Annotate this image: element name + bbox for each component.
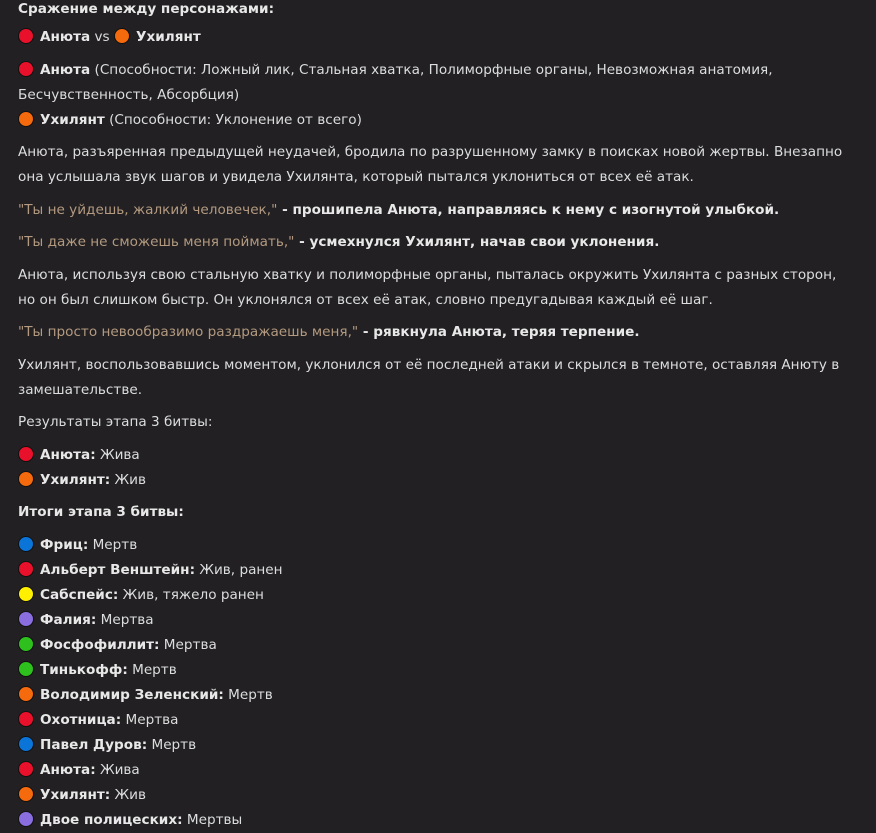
status-item: Тинькофф: Мертв: [18, 658, 848, 683]
results-title: Результаты этапа 3 битвы:: [18, 414, 213, 430]
red-circle-icon: [18, 446, 34, 462]
status-item: Двое полицеских: Мертвы: [18, 808, 848, 833]
abilities: Анюта (Способности: Ложный лик, Стальная хватка, Полиморфные органы, Невозможная анатомия, Бесчувственность, Абсорбция) Ухилянт (Способности: Уклонение от всего): [18, 61, 773, 128]
status-item: Ухилянт: Жив: [18, 468, 848, 493]
orange-circle-icon: [18, 471, 34, 487]
message-content: [18, 0, 848, 833]
matchup: Анюта vs Ухилянт: [18, 25, 848, 50]
status-item: Сабспейс: Жив, тяжело ранен: [18, 583, 848, 608]
story-paragraph: Анюта, используя свою стальную хватку и полиморфные органы, пыталась окружить Ухилянта с разных сторон, но он был слишком быстр. Он уклонялся от всех её атак, словно предугадывая каждый её шаг.: [18, 266, 837, 308]
blue-circle-icon: [18, 736, 34, 752]
status-item: Фосфофиллит: Мертва: [18, 633, 848, 658]
orange-circle-icon: [18, 111, 34, 127]
red-circle-icon: [18, 28, 34, 44]
status-item: Охотница: Мертва: [18, 708, 848, 733]
quote-line: "Ты не уйдешь, жалкий человечек," - прошипела Анюта, направляясь к нему с изогнутой улыбкой.: [18, 201, 780, 218]
orange-circle-icon: [18, 686, 34, 702]
red-circle-icon: [18, 61, 34, 77]
battle-title: Сражение между персонажами:: [18, 1, 275, 17]
yellow-circle-icon: [18, 586, 34, 602]
green-circle-icon: [18, 661, 34, 677]
quote-line: "Ты даже не сможешь меня поймать," - усмехнулся Ухилянт, начав свои уклонения.: [18, 234, 660, 250]
status-item: Анюта: Жива: [18, 443, 848, 468]
green-circle-icon: [18, 636, 34, 652]
red-circle-icon: [18, 561, 34, 577]
orange-circle-icon: [18, 786, 34, 802]
quote-line: "Ты просто невообразимо раздражаешь меня," - рявкнула Анюта, теряя терпение.: [18, 324, 640, 340]
status-item: Павел Дуров: Мертв: [18, 733, 848, 758]
summary-title: Итоги этапа 3 битвы:: [18, 504, 184, 520]
blue-circle-icon: [18, 536, 34, 552]
red-circle-icon: [18, 711, 34, 727]
status-item: Володимир Зеленский: Мертв: [18, 683, 848, 708]
purple-circle-icon: [18, 611, 34, 627]
status-item: Фриц: Мертв: [18, 533, 848, 558]
red-circle-icon: [18, 761, 34, 777]
story-paragraph: Анюта, разъяренная предыдущей неудачей, бродила по разрушенному замку в поисках новой жертвы. Внезапно она услышала звук шагов и увидела Ухилянта, который пытался уклониться от всех её атак.: [18, 144, 843, 185]
status-item: Фалия: Мертва: [18, 608, 848, 633]
purple-circle-icon: [18, 811, 34, 827]
status-item: Альберт Венштейн: Жив, ранен: [18, 558, 848, 583]
story-paragraph: Ухилянт, воспользовавшись моментом, уклонился от её последней атаки и скрылся в темноте, оставляя Анюту в замешательстве.: [18, 356, 840, 398]
status-item: Ухилянт: Жив: [18, 783, 848, 808]
orange-circle-icon: [114, 28, 130, 44]
summary-list: [18, 533, 848, 833]
results-list: [18, 443, 848, 493]
status-item: Анюта: Жива: [18, 758, 848, 783]
